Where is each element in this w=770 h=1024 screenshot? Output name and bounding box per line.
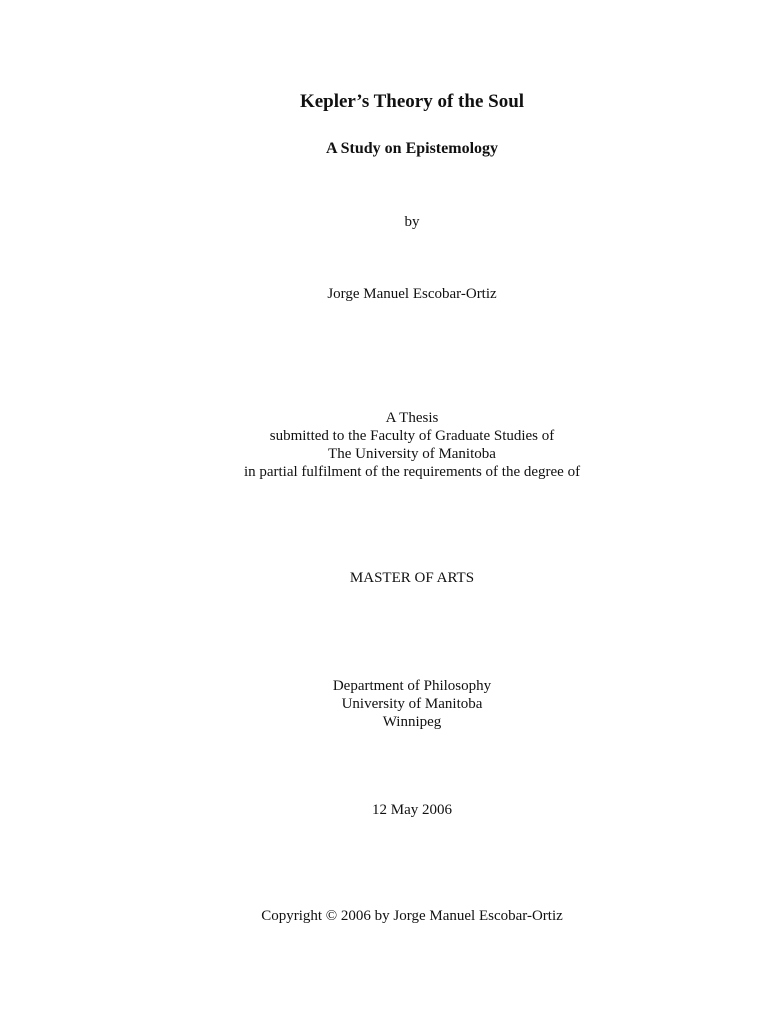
copyright-notice: Copyright © 2006 by Jorge Manuel Escobar-Ortiz bbox=[261, 908, 563, 924]
thesis-subtitle: A Study on Epistemology bbox=[325, 140, 499, 157]
submission-date: 12 May 2006 bbox=[372, 802, 452, 818]
author-name: Jorge Manuel Escobar-Ortiz bbox=[327, 286, 497, 302]
thesis-statement-line: A Thesis bbox=[385, 410, 439, 426]
thesis-statement-line: The University of Manitoba bbox=[328, 446, 496, 462]
thesis-title: Kepler’s Theory of the Soul bbox=[299, 91, 525, 112]
university-line: University of Manitoba bbox=[341, 696, 483, 712]
thesis-statement bbox=[112, 409, 712, 481]
thesis-statement-line: in partial fulfilment of the requirements of the degree of bbox=[243, 464, 581, 480]
by-line: by bbox=[404, 214, 420, 230]
department-line: Department of Philosophy bbox=[332, 678, 492, 694]
city-line: Winnipeg bbox=[382, 714, 442, 730]
department-block bbox=[112, 677, 712, 731]
degree-name: MASTER OF ARTS bbox=[349, 570, 475, 586]
thesis-statement-line: submitted to the Faculty of Graduate Studies of bbox=[269, 428, 555, 444]
